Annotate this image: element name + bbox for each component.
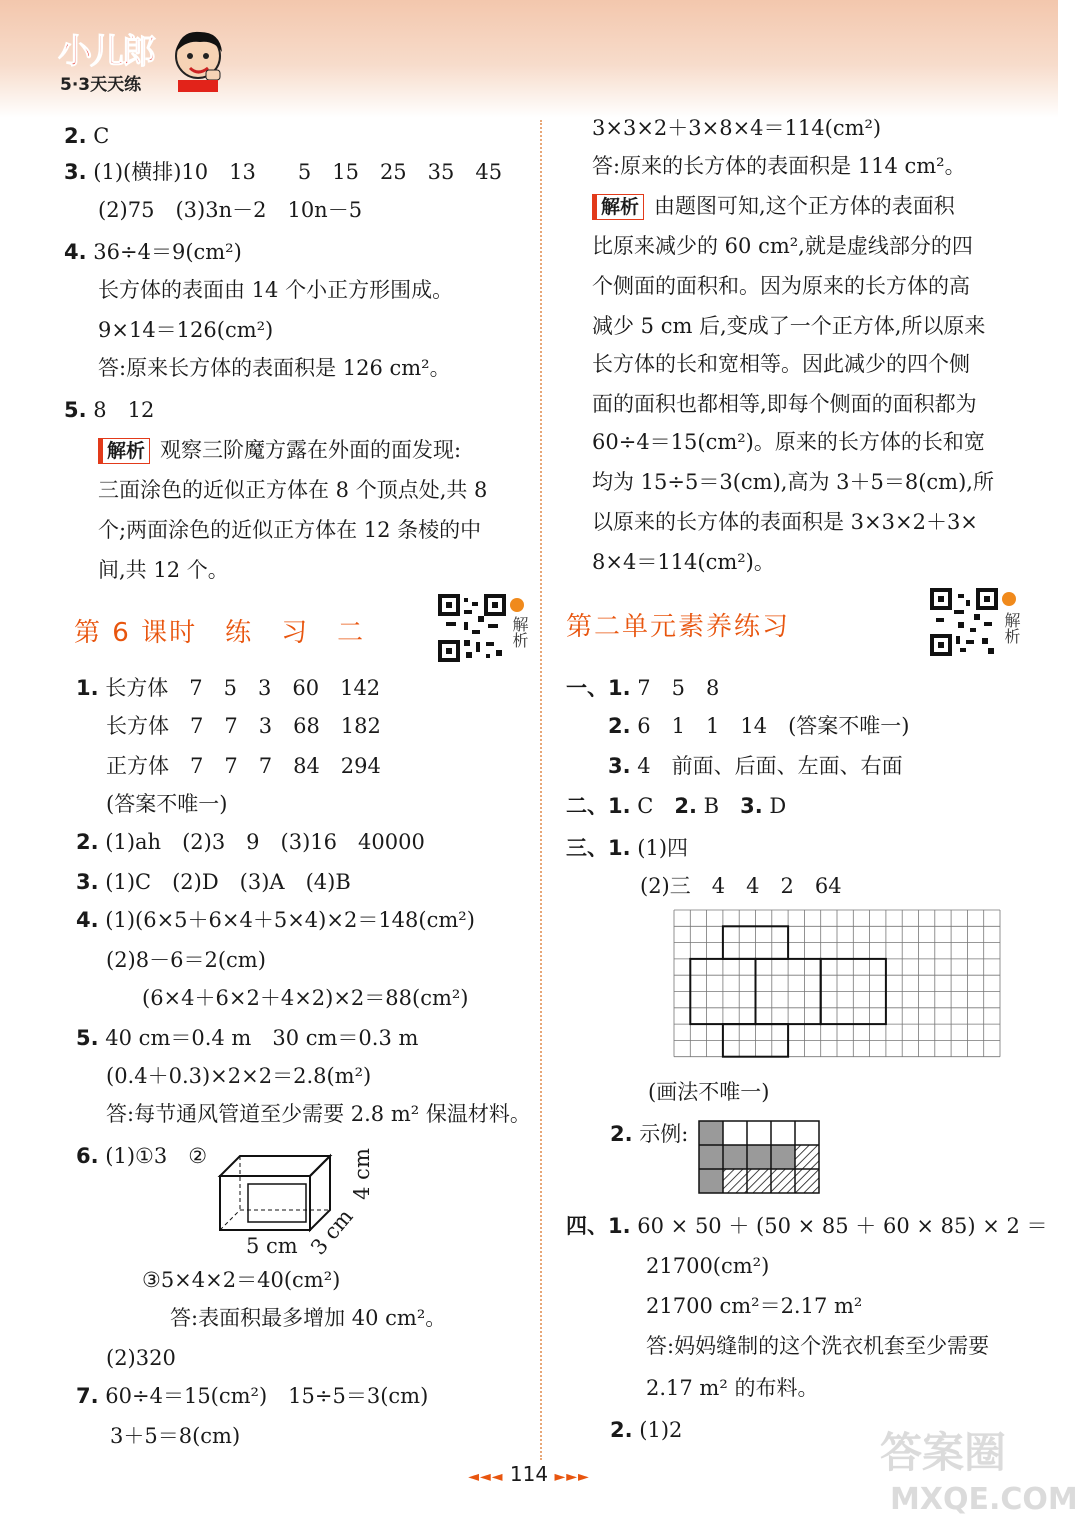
qr-label: 解析: [1002, 612, 1021, 644]
answer-4-line3: 9×14＝126(cm²): [98, 318, 274, 342]
s6-answer-6-line3: ③5×4×2＝40(cm²): [142, 1268, 341, 1292]
dim-height: 4 cm: [349, 1148, 374, 1200]
analysis-1-line1: 解析 观察三阶魔方露在外面的面发现:: [98, 436, 461, 464]
answer-4-line1: 4. 36÷4＝9(cm²): [64, 240, 242, 264]
analysis-2-line3: 个侧面的面积和。因为原来的长方体的高: [592, 274, 970, 298]
watermark-logo: 答案圈: [880, 1428, 1007, 1477]
unit-p4-line1: 四、1. 60 × 50 ＋ (50 × 85 ＋ 60 × 85) × 2 ＝: [566, 1214, 1048, 1238]
right-top-line2: 答:原来的长方体的表面积是 114 cm²。: [592, 154, 966, 178]
analysis-tag: 解析: [592, 194, 644, 220]
s6-answer-2: 2. (1)ah (2)3 9 (3)16 40000: [76, 830, 425, 854]
unit-p4-line3: 21700 cm²＝2.17 m²: [646, 1294, 863, 1318]
section-title-lesson6: 第 6 课时 练 习 二: [74, 618, 366, 648]
analysis-tag: 解析: [98, 438, 150, 464]
unit-p1-q1: 一、1. 7 5 8: [566, 676, 720, 700]
s6-answer-1-note: (答案不唯一): [106, 792, 228, 816]
logo-subtitle: 5·3天天练: [60, 75, 142, 95]
s6-answer-6-line4: 答:表面积最多增加 40 cm²。: [170, 1306, 447, 1330]
example-tiling: [698, 1120, 822, 1194]
analysis-2-line2: 比原来减少的 60 cm²,就是虚线部分的四: [592, 234, 973, 258]
s6-answer-5-line3: 答:每节通风管道至少需要 2.8 m² 保温材料。: [106, 1102, 531, 1126]
unit-p3-q2: 2. 示例:: [610, 1122, 689, 1146]
s6-answer-1-row3: 正方体 7 7 7 84 294: [106, 754, 381, 778]
answer-2: 2. C: [64, 124, 110, 148]
unit-p4-line4: 答:妈妈缝制的这个洗衣机套至少需要: [646, 1334, 990, 1358]
next-arrows-icon: ►►►: [554, 1469, 590, 1485]
answer-3-line2: (2)75 (3)3n－2 10n－5: [98, 198, 363, 222]
s6-answer-4-line1: 4. (1)(6×5＋6×4＋5×4)×2＝148(cm²): [76, 908, 475, 932]
logo-title: 小儿郎: [58, 32, 154, 72]
unit-p4-q2: 2. (1)2: [610, 1418, 683, 1442]
qr-code-icon[interactable]: [930, 588, 998, 656]
s6-answer-3: 3. (1)C (2)D (3)A (4)B: [76, 870, 351, 894]
s6-answer-4-line3: (6×4＋6×2＋4×2)×2＝88(cm²): [142, 986, 469, 1010]
answer-4-line4: 答:原来长方体的表面积是 126 cm²。: [98, 356, 451, 380]
analysis-2-line1: 解析 由题图可知,这个正方体的表面积: [592, 192, 955, 220]
dim-depth: 3 cm: [306, 1204, 358, 1260]
play-icon: [1002, 592, 1016, 606]
unit-p4-line2: 21700(cm²): [646, 1254, 770, 1278]
page-number: 114: [509, 1462, 549, 1486]
s6-answer-1-row2: 长方体 7 7 3 68 182: [106, 714, 381, 738]
right-top-line1: 3×3×2＋3×8×4＝114(cm²): [592, 116, 882, 140]
unit-p3-note: (画法不唯一): [648, 1080, 770, 1104]
play-icon: [510, 598, 524, 612]
s6-answer-7-line2: 3＋5＝8(cm): [110, 1424, 241, 1448]
s6-answer-4-line2: (2)8－6＝2(cm): [106, 948, 266, 972]
s6-answer-6-line1: 6. (1)①3 ②: [76, 1144, 208, 1168]
unit-p2: 二、1. C 2. B 3. D: [566, 794, 787, 818]
analysis-2-line9: 以原来的长方体的表面积是 3×3×2＋3×: [592, 510, 978, 534]
prev-arrows-icon: ◄◄◄: [468, 1469, 504, 1485]
unit-p3-q1: 三、1. (1)四: [566, 836, 689, 860]
analysis-2-line7: 60÷4＝15(cm²)。原来的长方体的长和宽: [592, 430, 985, 454]
analysis-2-line10: 8×4＝114(cm²)。: [592, 550, 775, 574]
answer-3-line1: 3. (1)(横排)10 13 5 15 25 35 45: [64, 160, 503, 184]
answer-4-line2: 长方体的表面由 14 个小正方形围成。: [98, 278, 454, 302]
qr-code-icon[interactable]: [438, 594, 506, 662]
watermark-url: MXQE.COM: [890, 1482, 1078, 1517]
s6-answer-7-line1: 7. 60÷4＝15(cm²) 15÷5＝3(cm): [76, 1384, 429, 1408]
s6-answer-5-line1: 5. 40 cm＝0.4 m 30 cm＝0.3 m: [76, 1026, 419, 1050]
analysis-2-line4: 减少 5 cm 后,变成了一个正方体,所以原来: [592, 314, 986, 338]
unit-p3-q1b: (2)三 4 4 2 64: [640, 874, 842, 898]
section-title-unit2: 第二单元素养练习: [566, 612, 791, 642]
unit-p1-q3: 3. 4 前面、后面、左面、右面: [608, 754, 903, 778]
s6-answer-1-row1: 1. 长方体 7 5 3 60 142: [76, 676, 381, 700]
answer-5: 5. 8 12: [64, 398, 155, 422]
s6-answer-5-line2: (0.4＋0.3)×2×2＝2.8(m²): [106, 1064, 372, 1088]
analysis-2-line6: 面的面积也都相等,即每个侧面的面积都为: [592, 392, 977, 416]
analysis-1-line4: 间,共 12 个。: [98, 558, 229, 582]
analysis-2-line8: 均为 15÷5＝3(cm),高为 3＋5＝8(cm),所: [592, 470, 994, 494]
analysis-1-line2: 三面涂色的近似正方体在 8 个顶点处,共 8: [98, 478, 488, 502]
watermark: [880, 1420, 1078, 1530]
unit-p4-line5: 2.17 m² 的布料。: [646, 1376, 819, 1400]
dim-width: 5 cm: [246, 1234, 298, 1258]
qr-label: 解析: [510, 616, 529, 648]
cube-net-grid: [674, 910, 1002, 1058]
brand-logo: [58, 24, 228, 104]
cartoon-boy-icon: [170, 26, 228, 92]
s6-answer-6-line5: (2)320: [106, 1346, 176, 1370]
column-divider: [540, 120, 542, 1460]
analysis-1-line3: 个;两面涂色的近似正方体在 12 条棱的中: [98, 518, 482, 542]
unit-p1-q2: 2. 6 1 1 14 (答案不唯一): [608, 714, 910, 738]
analysis-2-line5: 长方体的长和宽相等。因此减少的四个侧: [592, 352, 970, 376]
